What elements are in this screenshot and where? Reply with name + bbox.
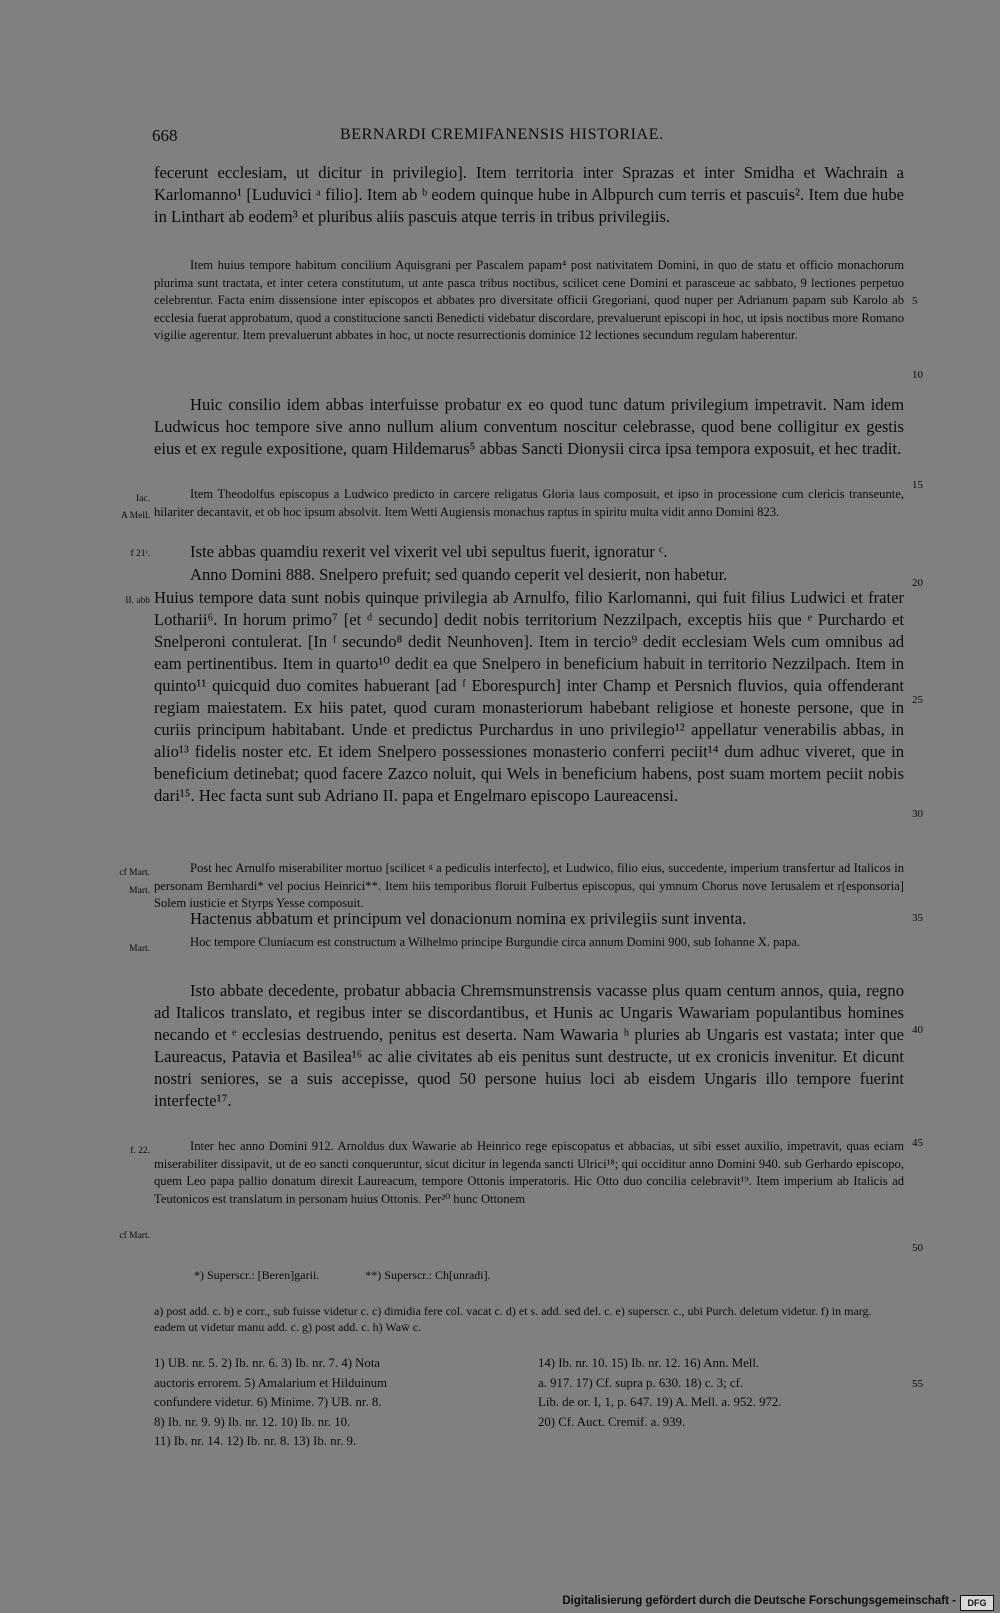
star-note xyxy=(194,1267,944,1283)
paragraph-12: Inter hec anno Domini 912. Arnoldus dux Wawarie ab Heinrico rege episcopatus et abbacias, ut sibi esset auxilio, impetravit, quas eciam miserabiliter dissipavit, ut de eo sancti conqueruntur, sicut dicitur in legenda sancti Ulrici¹⁸; qui occiditur anno Domini 940. sub Gerhardo episcopo, quem Leo papa pallio donatum direxit Laureacum, tempore Ottonis imperatoris. Hic Otto duo concilia celebravit¹⁹. Item imperium ab Italicis ad Teutonicos est translatum in personam huius Ottonis. Per²⁰ hunc Ottonem xyxy=(154,1139,904,1206)
paragraph-11: Isto abbate decedente, probatur abbacia Chremsmunstrensis vacasse plus quam centum annos, quia, regno ad Italicos translato, et regibus inter se discordantibus, et Hunis ac Ungaris Wawariam populantibus homines necando et ᵉ ecclesias destruendo, penitus est deserta. Nam Wawaria ʰ pluries ab Ungaris est vastata; inter que Laureacus, Patavia et Basilea¹⁶ ac alie civitates ab eis penitus sunt destructe, ut ex cronicis invenitur. Et dicunt nostri seniores, se a suis accepisse, quod 50 persone huius loci ab eisdem Ungaris illo tempore fuerint interfecte¹⁷. xyxy=(154,981,904,1110)
margin-note: Mart. xyxy=(129,886,150,896)
paragraph-3: Huic consilio idem abbas interfuisse probatur ex eo quod tunc datum privilegium impetravit. Nam idem Ludwicus hoc tempore sive anno nullum alium conventum noscitur celebrasse, quod bene colligitur ex gestis eius et ex regule expositione, quam Hildemarus⁵ abbas Sancti Dionysii circa ipsa tempora exposuit, et hec tradit. xyxy=(154,395,904,458)
margin-note: f 21ʳ. xyxy=(130,549,150,559)
margin-note: Mart. xyxy=(129,944,150,954)
margin-note: f. 22. xyxy=(130,1146,150,1156)
line-number: 15 xyxy=(912,479,923,491)
footnote-line: 20) Cf. Auct. Cremif. a. 939. xyxy=(538,1414,686,1429)
line-number: 45 xyxy=(912,1137,923,1149)
margin-note: Iac. xyxy=(136,494,150,504)
paragraph-1: fecerunt ecclesiam, ut dicitur in privilegio]. Item territoria inter Sprazas et inter Smidha et Wachrain a Karlomanno¹ [Luduvici ᵃ filio]. Item ab ᵇ eodem quinque hube in Albpurch cum terris et pascuis². Item due hube in Linthart ab eodem³ et pluribus aliis pascuis atque terris in tribus privilegiis. xyxy=(154,163,904,226)
variant-notes: a) post add. c. b) e corr., sub fuisse videtur c. c) dimidia fere col. vacat c. d) et s. add. sed del. c. e) superscr. c., ubi Purch. deletum videtur. f) in marg. eadem ut videtur manu add. c. g) post add. c. h) Waw̄ c. xyxy=(154,1304,872,1334)
paragraph-9: Hactenus abbatum et principum vel donacionum nomina ex privilegiis sunt inventa. xyxy=(190,909,747,928)
margin-note: II. abb xyxy=(125,596,150,606)
footnotes-column-1 xyxy=(154,1354,387,1452)
funding-credit: Digitalisierung gefördert durch die Deutsche Forschungsgemeinschaft - xyxy=(562,1595,956,1607)
paragraph-7: Huius tempore data sunt nobis quinque privilegia ab Arnulfo, filio Karlomanni, qui fuit filius Ludwici et frater Lotharii⁶. In horum primo⁷ [et ᵈ secundo] dedit nobis territorium Nezzilpach, exceptis hiis que ᵉ Purchardo et Snelperoni contulerat. [In ᶠ secundo⁸ dedit Neunhoven]. Item in tercio⁹ dedit ecclesiam Wels cum omnibus ad eam pertinentibus. Item in quarto¹⁰ dedit ea que Snelpero in beneficium habuit in territorio Nezzilpach. Item in quinto¹¹ quicquid duo comites habuerant [ad ᶠ Eborespurch] inter Champ et Persnich fluvios, quia offenderant regiam maiestatem. Ex hiis patet, quod curam monasteriorum habebant religiose et honeste persone, que in curiis principum habitabant. Unde et predictus Purchardus in uno privilegio¹² appellatur venerabilis abbas, in alio¹³ fidelis noster etc. Et idem Snelpero possessiones monasterio conferri peciit¹⁴ dum adhuc viveret, que in beneficium detinebat; quod facere Zazco noluit, qui Wels in beneficium habens, post suam mortem peciit nobis dari¹⁵. Hec facta sunt sub Adriano II. papa et Engelmaro episcopo Laureacensi. xyxy=(154,588,904,805)
line-number: 40 xyxy=(912,1024,923,1036)
footnote-line: confundere videtur. 6) Minime. 7) UB. nr. 8. xyxy=(154,1395,382,1409)
line-number: 5 xyxy=(912,295,918,307)
page-number: 668 xyxy=(152,126,178,145)
line-number: 20 xyxy=(912,577,923,589)
paragraph-2: Item huius tempore habitum concilium Aquisgrani per Pascalem papam⁴ post nativitatem Domini, in quo de statu et officio monachorum plurima sunt tractata, et inter cetera constitutum, ut ante pasca tribus noctibus, scilicet cene Domini et parasceue ac sabbato, 9 lectiones perpetuo celebrentur. Facta enim dissensione inter episcopos et abbates pro diversitate officii Gregoriani, quod nuper per Adrianum papam sub Karolo ab ecclesia fuerat approbatum, quod a constitucione sancti Benedicti videbatur discordare, prevaluerunt episcopi in hoc, ut ipsis noctibus more Romano vigilie agerentur. Item prevaluerunt abbates in hoc, ut nocte resurrectionis dominice 12 lectiones secundum regulam haberentur. xyxy=(154,258,904,343)
footnote-line: Lib. de or. I, 1, p. 647. 19) A. Mell. a. 952. 972. xyxy=(538,1395,782,1409)
line-number: 35 xyxy=(912,912,923,924)
line-number: 55 xyxy=(912,1378,923,1390)
paragraph-4: Item Theodolfus episcopus a Ludwico predicto in carcere religatus Gloria laus composuit, et ipso in processione cum clericis transeunte, hilariter decantavit, et ob hoc ipsum absolvit. Item Wetti Augiensis monachus raptus in spiritu multa vidit anno Domini 823. xyxy=(154,487,904,519)
dfg-logo: DFG xyxy=(960,1595,994,1611)
paragraph-6: Anno Domini 888. Snelpero prefuit; sed quando ceperit vel desierit, non habetur. xyxy=(190,565,728,584)
footnote-line: 11) Ib. nr. 14. 12) Ib. nr. 8. 13) Ib. nr. 9. xyxy=(154,1434,357,1448)
footnote-line: 8) Ib. nr. 9. 9) Ib. nr. 12. 10) Ib. nr. 10. xyxy=(154,1414,351,1429)
footnote-line: 14) Ib. nr. 10. 15) Ib. nr. 12. 16) Ann. Mell. xyxy=(538,1356,760,1370)
footnote-line: a. 917. 17) Cf. supra p. 630. 18) c. 3; cf. xyxy=(538,1375,744,1390)
line-number: 30 xyxy=(912,808,923,820)
line-number: 25 xyxy=(912,694,923,706)
margin-note: cf Mart. xyxy=(119,868,150,878)
paragraph-10: Hoc tempore Cluniacum est constructum a Wilhelmo principe Burgundie circa annum Domini 900, sub Iohanne X. papa. xyxy=(190,935,801,949)
line-number: 10 xyxy=(912,369,923,381)
paragraph-8: Post hec Arnulfo miserabiliter mortuo [scilicet ᵍ a pediculis interfecto], et Ludwico, filio eius, succedente, imperium transfertur ad Italicos in personam Bernhardi* vel pocius Heinrici**. Item hiis temporibus floruit Fulbertus episcopus, qui ymnum Chorus nove Ierusalem et r[esponsoria] Solem iusticie et Styrps Yesse composuit. xyxy=(154,861,904,911)
footnote-line: 1) UB. nr. 5. 2) Ib. nr. 6. 3) Ib. nr. 7. 4) Nota xyxy=(154,1356,381,1370)
star-note-2: **) Superscr.: Ch[unradi]. xyxy=(365,1268,491,1282)
star-note-1: *) Superscr.: [Beren]garii. xyxy=(194,1268,320,1282)
line-number: 50 xyxy=(912,1242,923,1254)
page-header xyxy=(0,126,1000,150)
paragraph-5: Iste abbas quamdiu rexerit vel vixerit vel ubi sepultus fuerit, ignoratur ᶜ. xyxy=(190,542,668,561)
running-title: BERNARDI CREMIFANENSIS HISTORIAE. xyxy=(340,126,664,143)
credit-bar xyxy=(0,1591,1000,1613)
margin-note: A Mell. xyxy=(120,511,150,521)
footnotes-column-2 xyxy=(538,1354,781,1432)
footnote-line: auctoris errorem. 5) Amalarium et Hilduinum xyxy=(154,1375,388,1390)
margin-note: cf Mart. xyxy=(119,1231,150,1241)
